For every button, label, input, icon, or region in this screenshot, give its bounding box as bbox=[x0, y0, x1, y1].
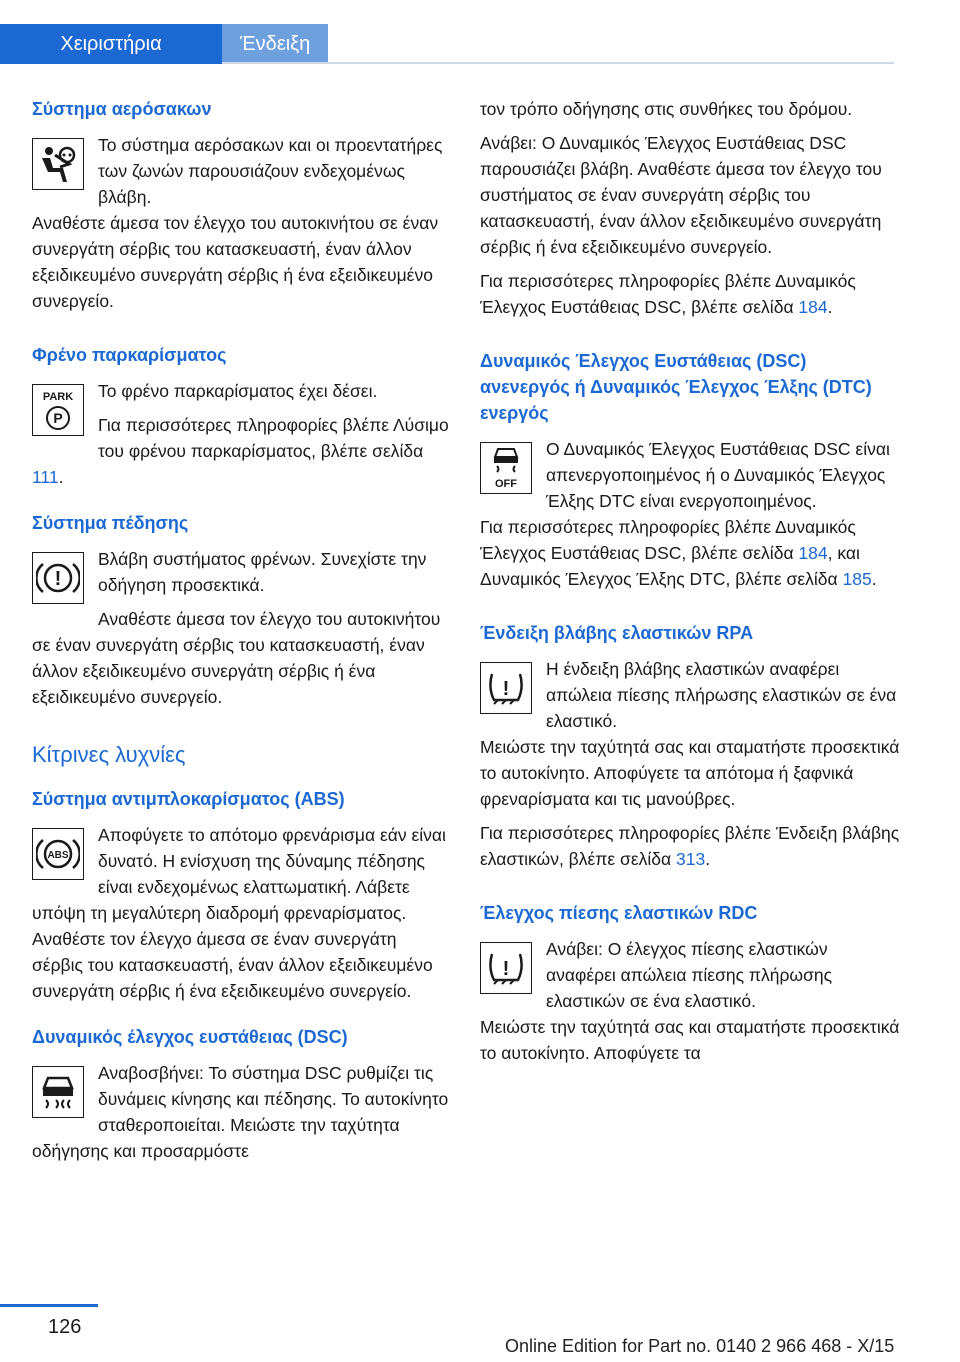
brake-body: Αναθέστε άμεσα τον έλεγχο του αυτοκινήτου σε έναν συνεργάτη σέρβις του κατασκευαστή, έναν άλλον εξειδικευμένο συνεργάτη σέρβις ή ένα εξειδικευμένο συνεργείο. bbox=[32, 609, 441, 707]
dtc-page-link-b[interactable]: 185 bbox=[842, 569, 872, 589]
dsc-fault-text: Ανάβει: Ο Δυναμικός Έλεγχος Ευστάθειας DSC παρουσιάζει βλάβη. Αναθέστε άμεσα τον έλεγχο του συστήματος σε έναν συνεργάτη σέρβις του κατασκευαστή, έναν άλλον εξειδικευμένο συνεργάτη σέρβις ή ένα εξειδικευμένο συνεργείο. bbox=[480, 133, 882, 257]
brake-system-heading: Σύστημα πέδησης bbox=[32, 513, 189, 533]
rpa-more-info: Για περισσότερες πληροφορίες βλέπε Ένδειξη βλάβης ελαστικών, βλέπε σελίδα 313. bbox=[480, 823, 900, 869]
tab-display[interactable]: Ένδειξη bbox=[222, 24, 328, 64]
dsc-off-icon bbox=[480, 442, 532, 494]
right-column bbox=[480, 96, 900, 1074]
rpa-heading: Ένδειξη βλάβης ελαστικών RPA bbox=[480, 623, 754, 643]
left-column bbox=[32, 96, 452, 1164]
brake-entry bbox=[32, 546, 452, 710]
dsc-off-label: OFF bbox=[495, 478, 517, 490]
tab-controls[interactable]: Χειριστήρια bbox=[0, 24, 222, 64]
park-brake-more: Για περισσότερες πληροφορίες βλέπε Λύσιμο του φρένου παρκαρίσματος, βλέπε σελίδα 111. bbox=[32, 415, 449, 487]
brake-lead: Βλάβη συστήματος φρένων. Συνεχίστε την οδήγηση προσεκτικά. bbox=[98, 549, 427, 595]
edition-note: Online Edition for Part no. 0140 2 966 468 - X/15 bbox=[505, 1336, 895, 1356]
header-tabs bbox=[0, 0, 960, 64]
dtc-lead: Ο Δυναμικός Έλεγχος Ευστάθειας DSC είναι απενεργοποιημένος ή ο Δυναμικός Έλεγχος Έλξης DTC είναι ενεργοποιημένος. bbox=[546, 439, 890, 511]
dsc-continuation: τον τρόπο οδήγησης στις συνθήκες του δρόμου. bbox=[480, 99, 853, 119]
abs-icon bbox=[32, 828, 84, 880]
page-number: 126 bbox=[48, 1316, 82, 1338]
dsc-car-skid-icon bbox=[32, 1066, 84, 1118]
rdc-lead: Ανάβει: Ο έλεγχος πίεσης ελαστικών αναφέρει απώλεια πίεσης πλήρωσης ελαστικών σε ένα ελαστικό. bbox=[546, 939, 833, 1011]
rpa-entry bbox=[480, 656, 900, 734]
abs-heading: Σύστημα αντιμπλοκαρίσματος (ABS) bbox=[32, 789, 345, 809]
abs-lead: Αποφύγετε το απότομο φρενάρισμα εάν είναι δυνατό. Η ενίσχυση της δύναμης πέδησης είναι ενδεχομένως ελαττωματική. Λάβετε υπόψη τη μεγαλύτερη διαδρομή φρεναρίσματος. Αναθέστε τον έλεγχο άμεσα σε έναν συνεργάτη σέρβις του κατασκευαστή, έναν άλλον εξειδικευμένο συνεργάτη σέρβις ή ένα εξειδικευμένο συνεργείο. bbox=[32, 825, 446, 1001]
dsc-entry bbox=[32, 1060, 452, 1164]
rpa-page-link[interactable]: 313 bbox=[676, 849, 706, 869]
abs-entry bbox=[32, 822, 452, 1004]
brake-symbol: ! bbox=[54, 568, 62, 590]
brake-warning-icon bbox=[32, 552, 84, 604]
abs-symbol: ABS bbox=[47, 850, 69, 861]
rpa-lead: Η ένδειξη βλάβης ελαστικών αναφέρει απώλεια πίεσης πλήρωσης ελαστικών σε ένα ελαστικό. bbox=[546, 659, 897, 731]
tire-warning-icon bbox=[480, 662, 532, 714]
footer-accent-line bbox=[0, 1304, 98, 1307]
dtc-more-info: Για περισσότερες πληροφορίες βλέπε Δυναμικός Έλεγχος Ευστάθειας DSC, βλέπε σελίδα 184, και Δυναμικός Έλεγχος Έλξης DTC, βλέπε σελίδα 185. bbox=[480, 517, 877, 589]
dsc-lead: Αναβοσβήνει: Το σύστημα DSC ρυθμίζει τις δυνάμεις κίνησης και πέδησης. Το αυτοκίνητο σταθεροποιείται. Μειώστε την ταχύτητα οδήγησης και προσαρμόστε bbox=[32, 1063, 449, 1161]
park-brake-icon bbox=[32, 384, 84, 436]
dtc-heading: Δυναμικός Έλεγχος Ευστάθειας (DSC) ανενεργός ή Δυναμικός Έλεγχος Έλξης (DTC) ενεργός bbox=[480, 351, 872, 423]
airbag-person-icon bbox=[32, 138, 84, 190]
dtc-page-link-a[interactable]: 184 bbox=[798, 543, 828, 563]
park-page-link[interactable]: 111 bbox=[32, 467, 59, 487]
header-divider bbox=[222, 62, 894, 64]
dsc-heading: Δυναμικός έλεγχος ευστάθειας (DSC) bbox=[32, 1027, 348, 1047]
tire-pressure-icon bbox=[480, 942, 532, 994]
dsc-more-info: Για περισσότερες πληροφορίες βλέπε Δυναμικός Έλεγχος Ευστάθειας DSC, βλέπε σελίδα 184. bbox=[480, 271, 856, 317]
airbag-heading: Σύστημα αερόσακων bbox=[32, 99, 212, 119]
park-brake-lead: Το φρένο παρκαρίσματος έχει δέσει. bbox=[98, 381, 378, 401]
airbag-body: Αναθέστε άμεσα τον έλεγχο του αυτοκινήτου σε έναν συνεργάτη σέρβις του κατασκευαστή, έναν άλλον εξειδικευμένο συνεργάτη σέρβις ή ένα εξειδικευμένο συνεργείο. bbox=[32, 213, 439, 311]
rdc-entry bbox=[480, 936, 900, 1014]
park-label: PARK bbox=[42, 390, 74, 403]
rpa-symbol: ! bbox=[502, 678, 510, 700]
rdc-heading: Έλεγχος πίεσης ελαστικών RDC bbox=[480, 903, 758, 923]
airbag-lead: Το σύστημα αερόσακων και οι προεντατήρες των ζωνών παρουσιάζουν ενδεχομένως βλάβη. bbox=[98, 135, 443, 207]
rpa-body: Μειώστε την ταχύτητά σας και σταματήστε προσεκτικά το αυτοκίνητο. Αποφύγετε τα απότομα ή ξαφνικά φρεναρίσματα και τις μανούβρες. bbox=[480, 737, 900, 809]
dtc-entry bbox=[480, 436, 900, 514]
yellow-lights-heading: Κίτρινες λυχνίες bbox=[32, 742, 186, 767]
airbag-entry bbox=[32, 132, 452, 210]
park-brake-heading: Φρένο παρκαρίσματος bbox=[32, 345, 227, 365]
park-brake-entry bbox=[32, 378, 452, 490]
dsc-page-link[interactable]: 184 bbox=[798, 297, 828, 317]
rdc-symbol: ! bbox=[502, 958, 510, 980]
park-symbol: P bbox=[46, 406, 70, 430]
rdc-body: Μειώστε την ταχύτητά σας και σταματήστε προσεκτικά το αυτοκίνητο. Αποφύγετε τα bbox=[480, 1017, 900, 1063]
